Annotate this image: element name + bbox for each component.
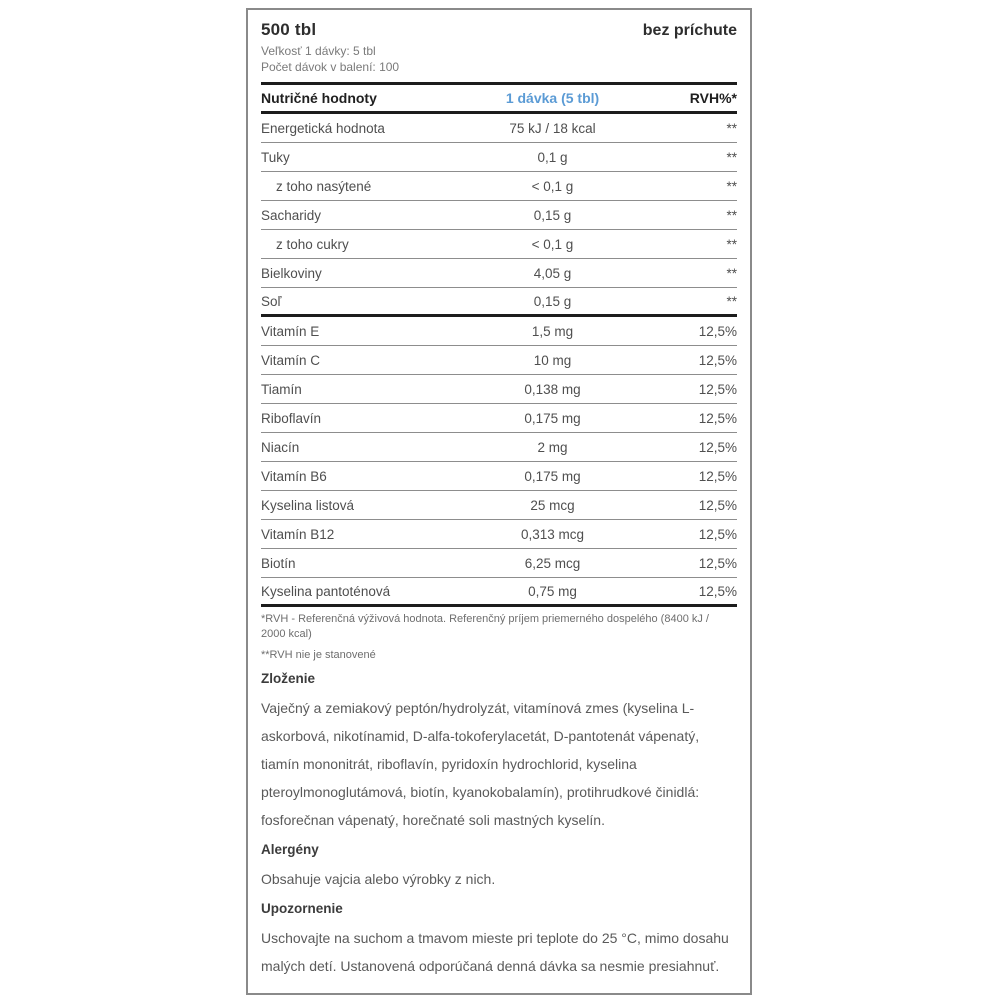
nutrient-name: z toho cukry bbox=[276, 236, 349, 252]
header-rvh-column: RVH%* bbox=[689, 90, 737, 106]
nutrition-row-sacharidy bbox=[261, 201, 737, 230]
footnote-2: **RVH nie je stanovené bbox=[261, 649, 376, 661]
nutrition-row-z-toho-cukry bbox=[261, 230, 737, 259]
nutrient-rvh: 12,5% bbox=[698, 497, 737, 513]
header-nutrition-values: Nutričné hodnoty bbox=[261, 90, 377, 106]
nutrient-name: Vitamín B6 bbox=[261, 468, 327, 484]
nutrient-rvh: ** bbox=[726, 207, 737, 223]
nutrient-name: Vitamín C bbox=[261, 352, 321, 368]
nutrient-value: 25 mcg bbox=[530, 497, 575, 513]
nutrition-row-tiam-n bbox=[261, 375, 737, 404]
nutrient-name: Vitamín E bbox=[261, 323, 320, 339]
nutrient-value: 0,175 mg bbox=[524, 468, 581, 484]
nutrient-name: Niacín bbox=[261, 439, 300, 455]
section-heading-alerg-ny: Alergény bbox=[261, 842, 319, 857]
nutrient-name: Tuky bbox=[261, 149, 290, 165]
nutrient-rvh: 12,5% bbox=[698, 583, 737, 599]
nutrient-value: 4,05 g bbox=[533, 265, 572, 281]
nutrient-rvh: ** bbox=[726, 293, 737, 309]
nutrient-rvh: ** bbox=[726, 236, 737, 252]
nutrient-rvh: 12,5% bbox=[698, 410, 737, 426]
nutrition-row-kyselina-pantot-nov bbox=[261, 578, 737, 607]
nutrition-row-bielkoviny bbox=[261, 259, 737, 288]
nutrient-value: 1,5 mg bbox=[531, 323, 574, 339]
nutrient-value: 0,1 g bbox=[537, 149, 568, 165]
nutrient-name: Kyselina pantoténová bbox=[261, 583, 391, 599]
nutrient-name: Soľ bbox=[261, 293, 282, 309]
nutrition-row-z-toho-nas-ten bbox=[261, 172, 737, 201]
nutrition-table-header bbox=[261, 85, 737, 114]
nutrient-name: Sacharidy bbox=[261, 207, 322, 223]
nutrient-rvh: 12,5% bbox=[698, 555, 737, 571]
nutrient-rvh: 12,5% bbox=[698, 526, 737, 542]
nutrient-name: Vitamín B12 bbox=[261, 526, 335, 542]
nutrient-value: 0,75 mg bbox=[528, 583, 577, 599]
nutrient-rvh: 12,5% bbox=[698, 323, 737, 339]
pack-size: 500 tbl bbox=[261, 20, 317, 39]
servings-per-pack: Počet dávok v balení: 100 bbox=[261, 60, 400, 74]
nutrient-name: Bielkoviny bbox=[261, 265, 322, 281]
serving-size: Veľkosť 1 dávky: 5 tbl bbox=[261, 44, 376, 58]
nutrient-value: 6,25 mcg bbox=[524, 555, 581, 571]
footnote-1: *RVH - Referenčná výživová hodnota. Referenčný príjem priemerného dospelého (8400 kJ / 2000 kcal) bbox=[261, 613, 709, 640]
nutrition-row-niac-n bbox=[261, 433, 737, 462]
nutrient-name: Kyselina listová bbox=[261, 497, 355, 513]
nutrient-rvh: 12,5% bbox=[698, 439, 737, 455]
label-title-row bbox=[261, 20, 737, 40]
section-body-zlo-enie: Vaječný a zemiakový peptón/hydrolyzát, vitamínová zmes (kyselina L-askorbová, nikotínamid, D-alfa-tokoferylacetát, D-pantotenát vápenatý, tiamín mononitrát, riboflavín, pyridoxín hydrochlorid, kyselina pteroylmonoglutámová, biotín, kyanokobalamín), protihrudkové činidlá: fosforečnan vápenatý, horečnaté soli mastných kyselín. bbox=[261, 700, 700, 828]
nutrition-row-vitam-n-c bbox=[261, 346, 737, 375]
footnotes bbox=[261, 612, 737, 663]
nutrient-rvh: 12,5% bbox=[698, 381, 737, 397]
nutrient-value: 0,175 mg bbox=[524, 410, 581, 426]
section-heading-zlo-enie: Zloženie bbox=[261, 671, 316, 686]
nutrition-row-tuky bbox=[261, 143, 737, 172]
section-body-upozornenie: Uschovajte na suchom a tmavom mieste pri teplote do 25 °C, mimo dosahu malých detí. Ustanovená odporúčaná denná dávka sa nesmie presiahnuť. bbox=[261, 930, 729, 974]
nutrient-value: 0,15 g bbox=[533, 293, 572, 309]
nutrition-table-body bbox=[261, 114, 737, 607]
nutrient-rvh: ** bbox=[726, 149, 737, 165]
nutrition-row-biot-n bbox=[261, 549, 737, 578]
nutrient-rvh: 12,5% bbox=[698, 352, 737, 368]
nutrient-value: 75 kJ / 18 kcal bbox=[509, 120, 596, 136]
nutrient-value: 0,138 mg bbox=[524, 381, 581, 397]
info-sections bbox=[261, 670, 737, 980]
nutrition-row-riboflav-n bbox=[261, 404, 737, 433]
nutrient-value: < 0,1 g bbox=[531, 236, 574, 252]
nutrition-row-vitam-n-b6 bbox=[261, 462, 737, 491]
nutrition-row-energetick-hodnota bbox=[261, 114, 737, 143]
nutrient-rvh: ** bbox=[726, 120, 737, 136]
nutrient-value: 0,313 mcg bbox=[520, 526, 585, 542]
nutrition-row-vitam-n-b12 bbox=[261, 520, 737, 549]
nutrition-label-panel bbox=[246, 8, 752, 995]
nutrient-rvh: ** bbox=[726, 265, 737, 281]
nutrition-row-vitam-n-e bbox=[261, 317, 737, 346]
nutrient-rvh: 12,5% bbox=[698, 468, 737, 484]
nutrient-value: 2 mg bbox=[537, 439, 568, 455]
nutrient-rvh: ** bbox=[726, 178, 737, 194]
header-serving-column: 1 dávka (5 tbl) bbox=[505, 90, 600, 106]
section-heading-upozornenie: Upozornenie bbox=[261, 901, 343, 916]
nutrient-name: Biotín bbox=[261, 555, 296, 571]
nutrient-name: Energetická hodnota bbox=[261, 120, 385, 136]
nutrient-name: Riboflavín bbox=[261, 410, 322, 426]
nutrient-value: 0,15 g bbox=[533, 207, 572, 223]
flavor-name: bez príchute bbox=[642, 22, 737, 39]
nutrition-row-kyselina-listov bbox=[261, 491, 737, 520]
nutrient-value: < 0,1 g bbox=[531, 178, 574, 194]
nutrient-name: Tiamín bbox=[261, 381, 302, 397]
section-body-alerg-ny: Obsahuje vajcia alebo výrobky z nich. bbox=[261, 871, 496, 887]
nutrition-row-so bbox=[261, 288, 737, 317]
nutrient-name: z toho nasýtené bbox=[276, 178, 372, 194]
nutrient-value: 10 mg bbox=[533, 352, 572, 368]
